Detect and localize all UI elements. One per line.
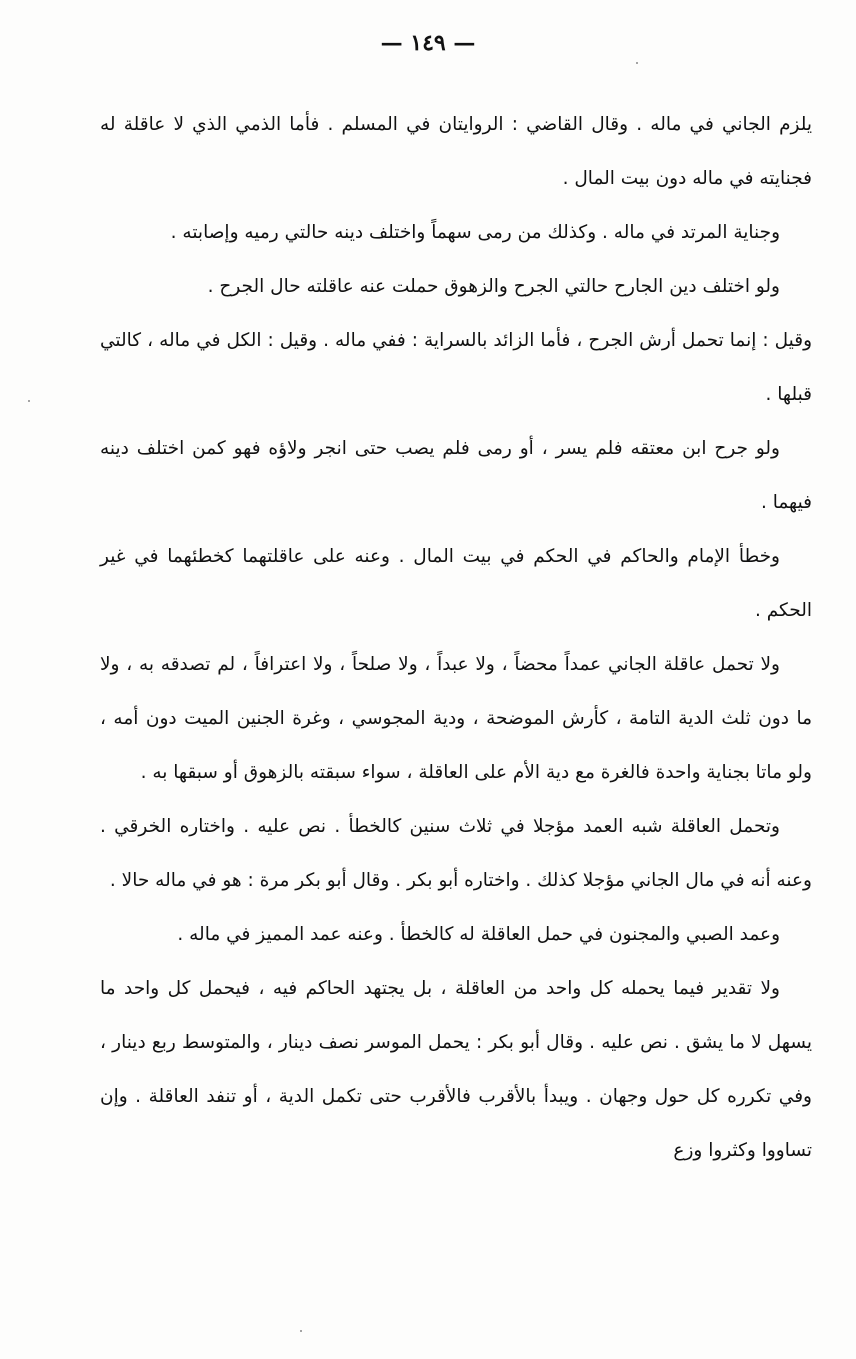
paragraph: ولا تحمل عاقلة الجاني عمداً محضاً ، ولا عبداً ، ولا صلحاً ، ولا اعترافاً ، لم تصدقه به ، ولا ما دون ثلث الدية التامة ، كأرش الموضحة ، ودية المجوسي ، وغرة الجنين الميت دون أمه ، ولو ماتا بجناية واحدة فالغرة مع دية الأم على العاقلة ، سواء سبقته بالزهوق أو سبقها به . — [100, 654, 812, 783]
paragraph: ولو اختلف دين الجارح حالتي الجرح والزهوق حملت عنه عاقلته حال الجرح . — [207, 276, 780, 297]
paragraph: يلزم الجاني في ماله . وقال القاضي : الروايتان في المسلم . فأما الذمي الذي لا عاقلة له فجنايته في ماله دون بيت المال . — [100, 114, 812, 189]
page-number: — ١٤٩ — — [380, 30, 476, 56]
scan-speck — [300, 1330, 302, 1332]
scan-speck — [636, 62, 638, 64]
paragraph: وجناية المرتد في ماله . وكذلك من رمى سهماً واختلف دينه حالتي رميه وإصابته . — [170, 222, 780, 243]
scan-speck — [28, 400, 30, 402]
paragraph: ولا تقدير فيما يحمله كل واحد من العاقلة ، بل يجتهد الحاكم فيه ، فيحمل كل واحد ما يسهل لا ما يشق . نص عليه . وقال أبو بكر : يحمل الموسر نصف دينار ، والمتوسط ربع دينار ، وفي تكرره كل حول وجهان . ويبدأ بالأقرب فالأقرب حتى تكمل الدية ، أو تنفد العاقلة . وإن تساووا وكثروا وزع — [100, 978, 812, 1161]
paragraph: وتحمل العاقلة شبه العمد مؤجلا في ثلاث سنين كالخطأ . نص عليه . واختاره الخرقي . وعنه أنه في مال الجاني مؤجلا كذلك . واختاره أبو بكر . وقال أبو بكر مرة : هو في ماله حالا . — [100, 816, 812, 891]
paragraph: ولو جرح ابن معتقه فلم يسر ، أو رمى فلم يصب حتى انجر ولاؤه فهو كمن اختلف دينه فيهما . — [100, 438, 812, 513]
paragraph: وخطأ الإمام والحاكم في الحكم في بيت المال . وعنه على عاقلتهما كخطئهما في غير الحكم . — [100, 546, 812, 621]
paragraph: وعمد الصبي والمجنون في حمل العاقلة له كالخطأ . وعنه عمد المميز في ماله . — [177, 924, 780, 945]
body-text — [100, 98, 812, 1178]
paragraph: وقيل : إنما تحمل أرش الجرح ، فأما الزائد بالسراية : ففي ماله . وقيل : الكل في ماله ، كالتي قبلها . — [100, 330, 812, 405]
